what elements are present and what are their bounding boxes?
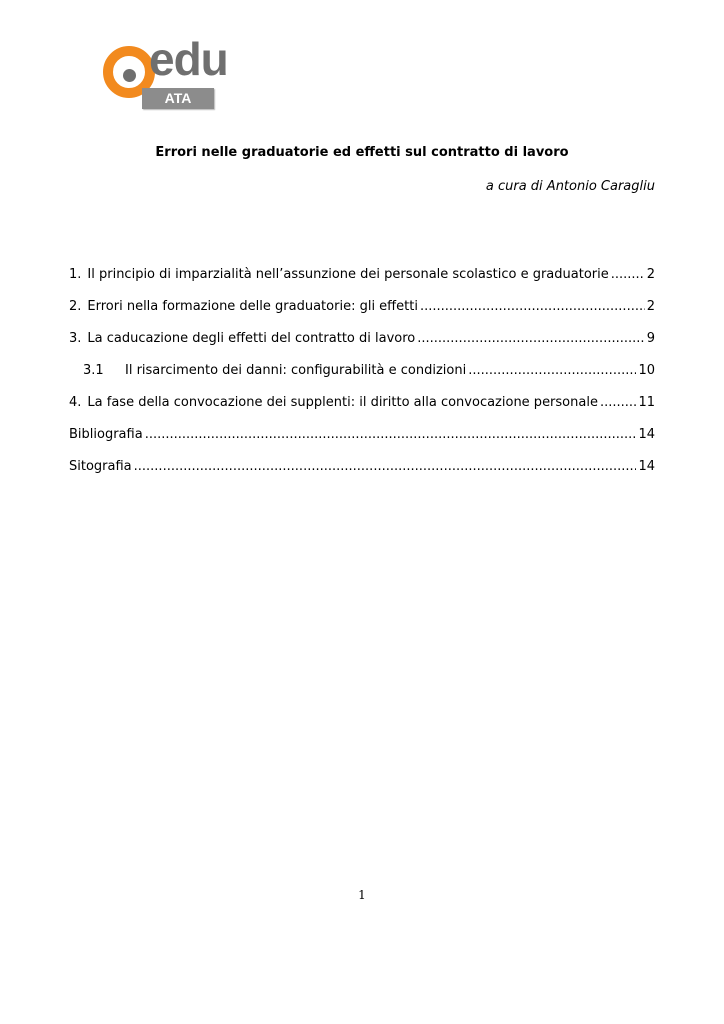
toc-entry-text: La caducazione degli effetti del contratto di lavoro	[87, 331, 416, 346]
toc-entry-number: 1.	[69, 267, 82, 282]
toc-entry-number: 3.	[69, 331, 82, 346]
toc-entry-number: 3.1	[83, 363, 104, 378]
toc-entry-text: Errori nella formazione delle graduatorie: gli effetti	[87, 299, 418, 314]
toc-entry-page: 14	[638, 427, 655, 442]
toc-leader-dots	[145, 424, 637, 446]
toc-leader-dots	[417, 328, 644, 350]
toc-entry-bibliografia[interactable]	[69, 424, 655, 456]
page-number: 1	[358, 888, 366, 902]
toc-entry[interactable]	[69, 296, 655, 328]
toc-leader-dots	[611, 264, 645, 286]
toc-leader-dots	[600, 392, 637, 414]
logo-word: edu	[149, 33, 228, 85]
toc-entry-page: 10	[638, 363, 655, 378]
toc-entry[interactable]	[69, 264, 655, 296]
toc-entry-page: 2	[646, 267, 655, 282]
toc-entry-text: Bibliografia	[69, 427, 143, 442]
document-author: a cura di Antonio Caragliu	[485, 179, 655, 194]
toc-entry-number: 2.	[69, 299, 82, 314]
toc-entry-page: 14	[638, 459, 655, 474]
toc-entry-sitografia[interactable]	[69, 456, 655, 488]
toc-entry-text: Sitografia	[69, 459, 132, 474]
logo-dot-icon	[123, 69, 136, 82]
document-title: Errori nelle graduatorie ed effetti sul contratto di lavoro	[155, 145, 569, 160]
toc-leader-dots	[134, 456, 637, 478]
edu-ata-logo	[103, 33, 228, 110]
toc-entry-text: Il risarcimento dei danni: configurabilità e condizioni	[125, 363, 467, 378]
toc-entry-page: 11	[638, 395, 655, 410]
toc-entry[interactable]	[69, 328, 655, 360]
toc-entry-page: 2	[646, 299, 655, 314]
toc-subentry[interactable]	[69, 360, 655, 392]
toc-entry-number: 4.	[69, 395, 82, 410]
toc-leader-dots	[420, 296, 645, 318]
toc-leader-dots	[468, 360, 636, 382]
logo-sub-bar	[142, 88, 214, 109]
table-of-contents	[69, 264, 655, 488]
toc-entry-text: La fase della convocazione dei supplenti: il diritto alla convocazione personale	[87, 395, 598, 410]
toc-entry-page: 9	[646, 331, 655, 346]
toc-entry[interactable]	[69, 392, 655, 424]
logo-sub-label: ATA	[164, 90, 192, 106]
toc-entry-text: Il principio di imparzialità nell’assunzione dei personale scolastico e graduatorie	[87, 267, 609, 282]
